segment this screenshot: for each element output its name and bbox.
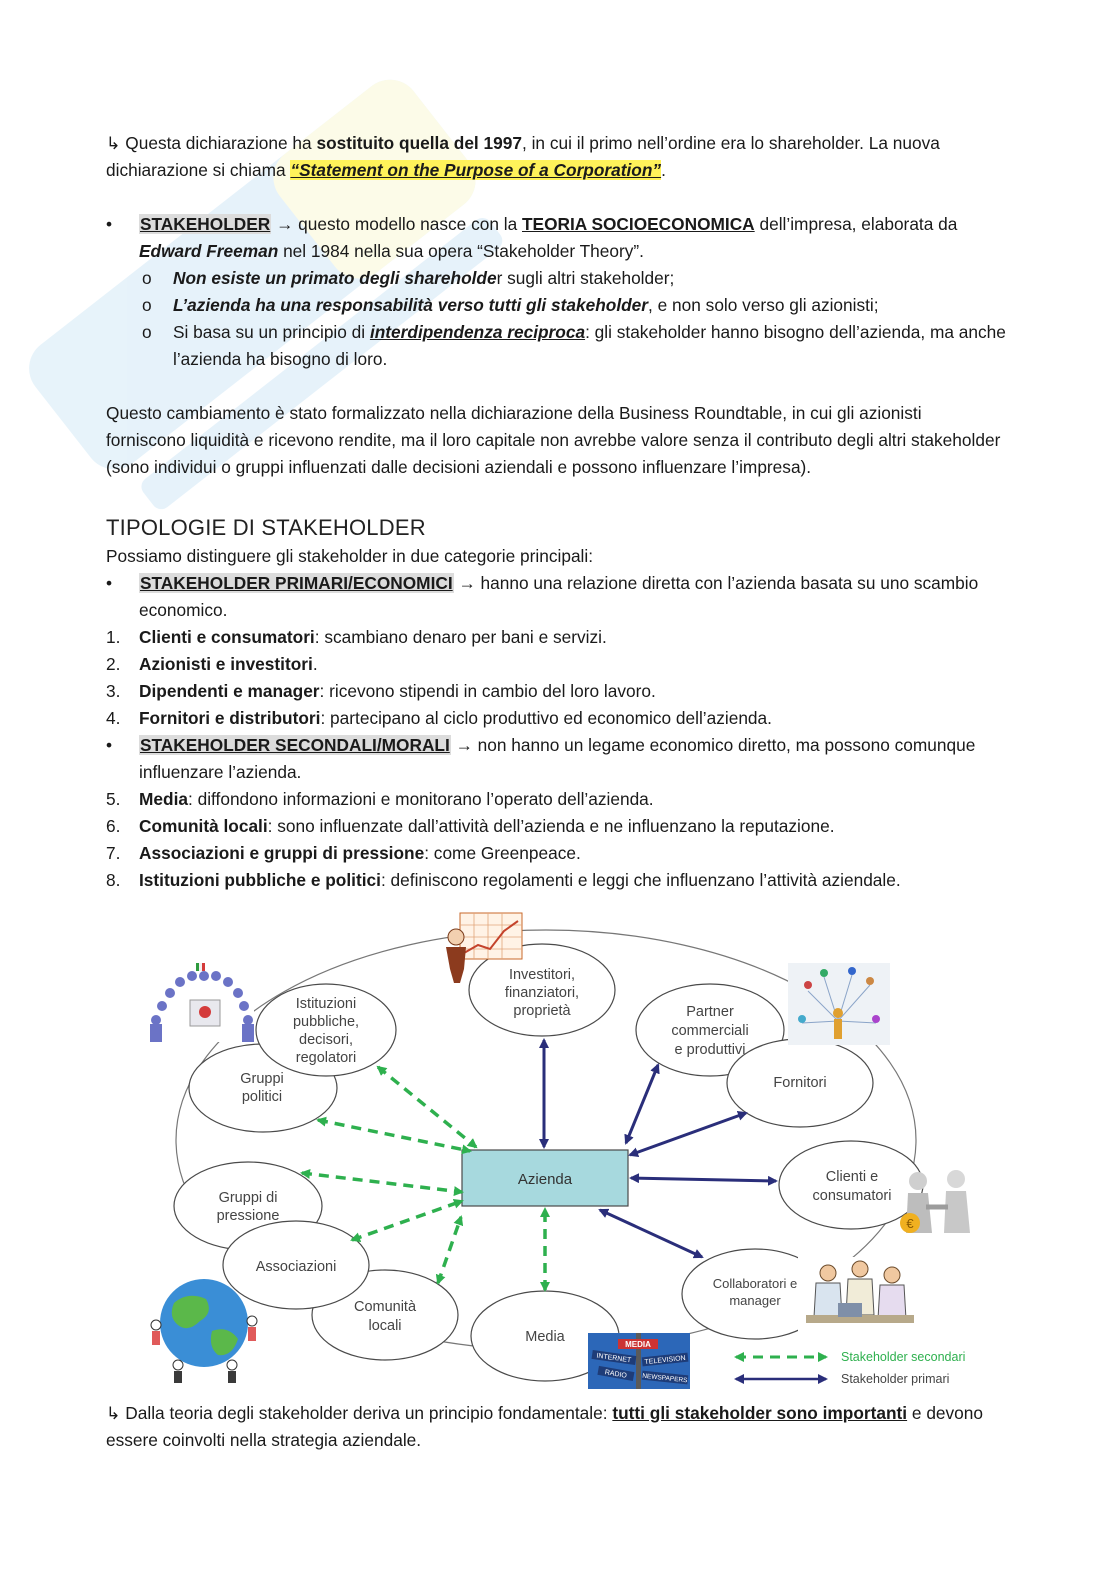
list-item: 2. Azionisti e investitori. — [106, 654, 318, 674]
bullet-icon: • — [106, 214, 113, 234]
label-media: Media — [525, 1329, 565, 1345]
bullet-secondary: • STAKEHOLDER SECONDALI/MORALI → non hanno un legame economico diretto, ma possono comunque influenzare l’azienda. — [106, 732, 1006, 786]
main-text — [106, 130, 1006, 894]
network-illustration — [788, 963, 890, 1045]
center-label: Azienda — [517, 1171, 573, 1188]
list-item: 3. Dipendenti e manager: ricevono stipendi in cambio del loro lavoro. — [106, 681, 656, 701]
svg-text:TELEVISION: TELEVISION — [644, 1354, 687, 1367]
node-clienti — [779, 1141, 923, 1229]
label-comunita: Comunità locali — [353, 1299, 417, 1334]
sub-item: o Non esiste un primato degli shareholder sugli altri stakeholder; — [142, 268, 675, 288]
legend-secondary: Stakeholder secondari — [841, 1350, 966, 1364]
label-collaboratori: Collaboratori e manager — [712, 1276, 798, 1308]
list-item: 6. Comunità locali: sono influenzate dall’attività dell’azienda e ne influenzano la reputazione. — [106, 816, 835, 836]
stakeholder-label: STAKEHOLDER — [140, 214, 271, 234]
list-item: 7. Associazioni e gruppi di pressione: come Greenpeace. — [106, 843, 581, 863]
label-associazioni: Associazioni — [255, 1259, 337, 1275]
label-partner: Partner commerciali e produttivi — [671, 1004, 749, 1058]
bullet-icon: • — [106, 735, 113, 755]
label-istituzioni: Istituzioni pubbliche, decisori, regolatori — [292, 996, 360, 1066]
list-item: 5. Media: diffondono informazioni e monitorano l’operato dell’azienda. — [106, 789, 654, 809]
paragraph-business-roundtable: Questo cambiamento è stato formalizzato nella dichiarazione della Business Roundtable, in cui gli azionisti forniscono liquidità e ricevono rendite, ma il loro capitale non avrebbe valore senza il contributo degli altri stakeholder (sono individui o gruppi influenzati dalle decisioni aziendali e possono influenzare l’impresa). — [106, 403, 1001, 477]
stakeholder-diagram — [126, 905, 990, 1389]
legend — [736, 1350, 965, 1386]
label-gruppi-pressione: Gruppi di pressione — [216, 1190, 280, 1224]
svg-text:RADIO: RADIO — [604, 1369, 628, 1380]
label-fornitori: Fornitori — [773, 1075, 827, 1091]
list-item: 1. Clienti e consumatori: scambiano denaro per bani e servizi. — [106, 627, 607, 647]
institution-illustration — [144, 960, 254, 1042]
label-gruppi-politici: Gruppi politici — [240, 1071, 284, 1105]
svg-text:MEDIA: MEDIA — [625, 1340, 651, 1349]
label-clienti: Clienti e consumatori — [812, 1169, 892, 1204]
sub-item: o Si basa su un principio di interdipendenza reciproca: gli stakeholder hanno bisogno dell’azienda, ma anche l’azienda ha bisogno di loro. — [142, 322, 1006, 369]
svg-text:NEWSPAPERS: NEWSPAPERS — [641, 1372, 688, 1385]
svg-text:€: € — [906, 1216, 914, 1231]
label-investitori: Investitori, finanziatori, proprietà — [504, 967, 580, 1019]
bullet-stakeholder-model: • STAKEHOLDER → questo modello nasce con la TEORIA SOCIOECONOMICA dell’impresa, elaborata da Edward Freeman nel 1984 nella sua opera “Stakeholder Theory”. — [106, 211, 1006, 265]
list-item: 4. Fornitori e distributori: partecipano al ciclo produttivo ed economico dell’azienda. — [106, 708, 772, 728]
paragraph-statement: ↳ Questa dichiarazione ha sostituito quella del 1997, in cui il primo nell’ordine era lo shareholder. La nuova dichiarazione si chiama “Statement on the Purpose of a Corporation”. — [106, 133, 940, 180]
bullet-primary: • STAKEHOLDER PRIMARI/ECONOMICI → hanno una relazione diretta con l’azienda basata su uno scambio economico. — [106, 570, 1006, 624]
statement-title: “Statement on the Purpose of a Corporation” — [290, 160, 662, 180]
return-arrow-icon: ↳ — [106, 1403, 121, 1423]
closing-paragraph: ↳ Dalla teoria degli stakeholder deriva un principio fondamentale: tutti gli stakeholder sono importanti e devono essere coinvolti nella strategia aziendale. — [106, 1403, 984, 1450]
return-arrow-icon: ↳ — [106, 133, 121, 153]
section-intro: Possiamo distinguere gli stakeholder in due categorie principali: — [106, 546, 594, 566]
sub-item: o L’azienda ha una responsabilità verso tutti gli stakeholder, e non solo verso gli azionisti; — [142, 295, 879, 315]
collaborators-illustration — [798, 1257, 926, 1337]
handshake-illustration — [900, 1170, 970, 1233]
bullet-icon: • — [106, 573, 113, 593]
media-signpost-illustration — [588, 1333, 690, 1389]
svg-text:INTERNET: INTERNET — [595, 1352, 632, 1365]
list-item: 8. Istituzioni pubbliche e politici: definiscono regolamenti e leggi che influenzano l’attività aziendale. — [106, 870, 901, 890]
legend-primary: Stakeholder primari — [841, 1372, 950, 1386]
section-heading: TIPOLOGIE DI STAKEHOLDER — [106, 515, 426, 540]
